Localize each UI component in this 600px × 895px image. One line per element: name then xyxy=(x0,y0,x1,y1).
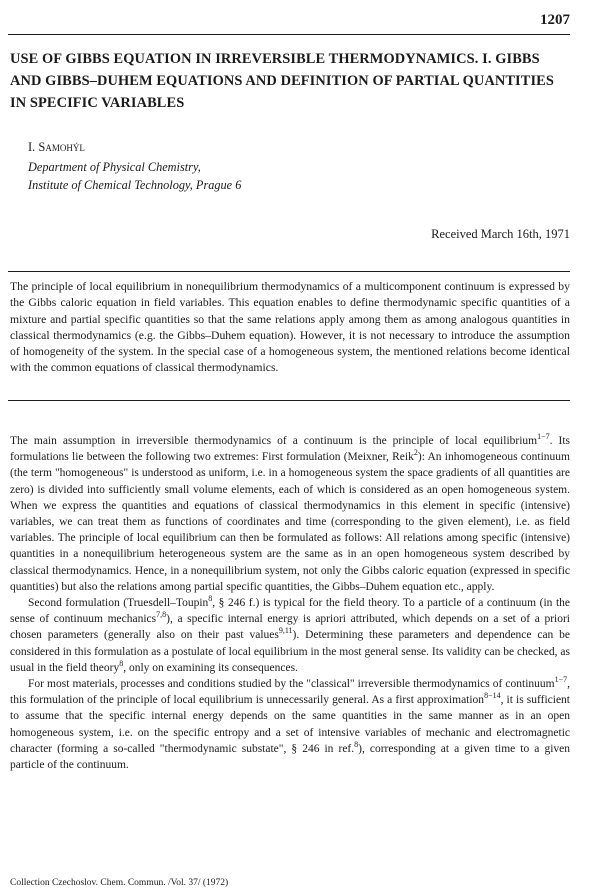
citation: 8 xyxy=(354,740,359,750)
received-date: Received March 16th, 1971 xyxy=(431,227,570,241)
citation: 8 xyxy=(208,594,213,604)
text-run: , this formulation of the principle of local equilibrium is unnecessarily general. As a first approximation xyxy=(10,678,570,707)
text-run: Second formulation (Truesdell–Toupin xyxy=(28,597,209,610)
text-run: The main assumption in irreversible thermodynamics of a continuum is the principle of local equilibrium xyxy=(10,435,538,447)
text-run: , § 246 f.) is typical for the field theory. To a particle of a continuum (in the sense of continuum mechanics xyxy=(10,597,570,626)
text-run: ), corresponding at a given time to a given particle of the continuum. xyxy=(10,742,570,772)
body-paragraph-3 xyxy=(10,676,570,773)
body-paragraph-1 xyxy=(10,433,570,595)
body-paragraph-2 xyxy=(10,595,570,676)
abstract: The principle of local equilibrium in nonequilibrium thermodynamics of a multicomponent continuum is expressed by the Gibbs caloric equation in field variables. This equation enables to define thermodynamic specific quantities of a mixture and partial specific quantities so that the same relations apply among them as among analogous quantities in classical thermodynamics (e.g. the Gibbs–Duhem equation). However, it is not necessary to introduce the assumption of homogeneity of the system. In the special case of a homogeneous system, the mentioned relations become identical with the common equations of classical thermodynamics. xyxy=(10,280,570,375)
text-run: ). Determining these parameters and dependence can be considered in this formulation as a postulate of local equilibrium in the most general sense. Its validity can be checked, as usual in the field theory xyxy=(10,629,570,674)
paper-title: USE OF GIBBS EQUATION IN IRREVERSIBLE THERMODYNAMICS. I. GIBBS AND GIBBS–DUHEM EQUATIONS AND DEFINITION OF PARTIAL QUANTITIES IN SPECIFIC VARIABLES xyxy=(10,51,554,111)
text-run: For most materials, processes and conditions studied by the "classical" irreversible thermodynamics of continuum xyxy=(28,678,555,691)
abstract-bottom-rule xyxy=(8,400,570,401)
citation: 2 xyxy=(413,448,418,458)
header-rule xyxy=(8,34,570,35)
body-text xyxy=(10,433,570,773)
text-run: , only on examining its consequences. xyxy=(123,661,298,674)
affiliation-institute: Institute of Chemical Technology, Prague 6 xyxy=(28,178,242,192)
citation: 9,11 xyxy=(278,626,293,636)
text-run: , it is sufficient to assume that the specific internal energy depends on the same quantities in the same manner as in an open homogeneous system, i.e. on the specific entropy and a set of intensive variables of mechanic and electromagnetic character (forming a so-called "thermodynamic substate", § 246 in ref. xyxy=(10,694,571,755)
journal-footer: Collection Czechoslov. Chem. Commun. /Vol. 37/ (1972) xyxy=(10,878,229,888)
citation: 7,8 xyxy=(156,610,167,620)
author: I. Samohýl xyxy=(28,140,85,154)
citation: 1−7 xyxy=(537,432,550,442)
affiliation xyxy=(28,158,241,194)
affiliation-department: Department of Physical Chemistry, xyxy=(28,160,201,174)
page-number: 1207 xyxy=(540,12,570,28)
citation: 1−7 xyxy=(554,675,568,685)
text-run: ), a specific internal energy is apriori attributed, which depends on a set of a priori chosen parameters (generally also on their past values xyxy=(10,613,570,642)
citation: 8−14 xyxy=(484,691,501,701)
text-run: ): An inhomogeneous continuum (the term "homogeneous" is understood as uniform, i.e. in a homogeneous system the space gradients of all quantities are zero) is divided into sufficiently small volume elements, each of which is considered as an open homogeneous system. When we express the quantities and equations of classical thermodynamics in this element in specific (intensive) variables, we can treat them as functions of coordinates and time (corresponding to the given element), i.e. as field variables. The principle of local equilibrium can then be formulated as follows: All relations among specific (intensive) quantities in a nonequilibrium heterogeneous system are the same as in an open homogeneous system described by classical thermodynamics. Hence, in a nonequilibrium system, not only the Gibbs caloric equation (expressed in specific quantities) but also the relations among partial specific quantities, the Gibbs–Duhem equation etc., apply. xyxy=(10,451,570,593)
abstract-top-rule xyxy=(8,271,570,272)
citation: 8 xyxy=(119,659,124,669)
text-run: . Its formulations lie between the following two extremes: First formulation (Meixner, Reik xyxy=(10,435,571,464)
